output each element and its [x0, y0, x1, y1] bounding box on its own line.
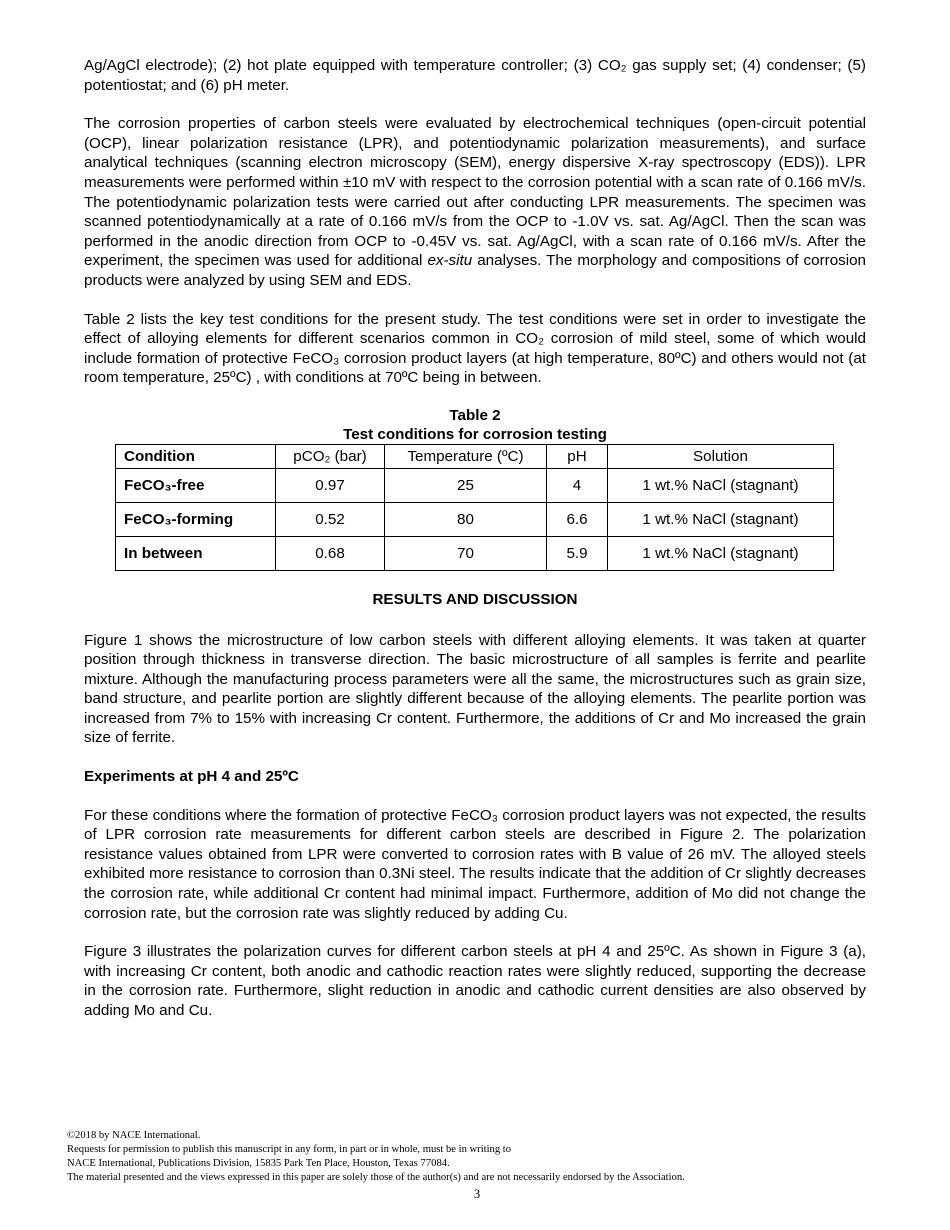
cell-condition: FeCO₃-forming	[116, 502, 276, 536]
test-conditions-table	[115, 444, 834, 571]
footer-disclaimer: The material presented and the views expressed in this paper are solely those of the author(s) and are not necessarily endorsed by the Association.	[67, 1172, 685, 1183]
cell-solution: 1 wt.% NaCl (stagnant)	[608, 468, 834, 502]
cell-pco2: 0.68	[276, 536, 385, 570]
table-row	[116, 468, 834, 502]
methods-text-b: analyses. The morphology and compositions of corrosion products were analyzed by using SEM and EDS.	[84, 252, 866, 289]
paragraph-lpr-results: For these conditions where the formation of protective FeCO₃ corrosion product layers was not expected, the results of LPR corrosion rate measurements for different carbon steels are described in Figure 2. The polarization resistance values obtained from LPR were converted to corrosion rates with B value of 26 mV. The alloyed steels exhibited more resistance to corrosion than 0.3Ni steel. The results indicate that the addition of Cr slightly decreases the corrosion rate, while additional Cr content had minimal impact. Furthermore, addition of Mo did not change the corrosion rate, but the corrosion rate was slightly reduced by adding Cu.	[84, 806, 866, 922]
footer-permission: Requests for permission to publish this manuscript in any form, in part or in whole, must be in writing to	[67, 1144, 512, 1155]
table-label: Table 2	[449, 406, 501, 424]
page-footer	[67, 1129, 887, 1201]
cell-condition: FeCO₃-free	[116, 468, 276, 502]
page-number: 3	[473, 1187, 481, 1201]
table-title: Test conditions for corrosion testing	[343, 425, 607, 443]
footer-address: NACE International, Publications Division, 15835 Park Ten Place, Houston, Texas 77084.	[67, 1158, 450, 1169]
paragraph-microstructure: Figure 1 shows the microstructure of low carbon steels with different alloying elements. It was taken at quarter position through thickness in transverse direction. The basic microstructure of all samples is ferrite and pearlite mixture. Although the manufacturing process parameters were all the same, the microstructures such as grain size, band structure, and pearlite portion are slightly different because of the alloying elements. The pearlite portion was increased from 7% to 15% with increasing Cr content. Furthermore, the additions of Cr and Mo increased the grain size of ferrite.	[84, 631, 866, 747]
cell-ph: 6.6	[547, 502, 608, 536]
cell-ph: 4	[547, 468, 608, 502]
paragraph-methods	[84, 114, 866, 290]
cell-ph: 5.9	[547, 536, 608, 570]
paragraph-conditions: Table 2 lists the key test conditions for the present study. The test conditions were set in order to investigate the effect of alloying elements for different scenarios common in CO₂ corrosion of mild steel, some of which would include formation of protective FeCO₃ corrosion product layers (at high temperature, 80ºC) and others would not (at room temperature, 25ºC) , with conditions at 70ºC being in between.	[84, 310, 866, 387]
methods-text-a: The corrosion properties of carbon steels were evaluated by electrochemical techniques (open-circuit potential (OCP), linear polarization resistance (LPR), and potentiodynamic polarization measurements), and surface analytical techniques (scanning electron microscopy (SEM), energy dispersive X-ray spectroscopy (EDS)). LPR measurements were performed within ±10 mV with respect to the corrosion potential with a scan rate of 0.166 mV/s. The potentiodynamic polarization tests were carried out after conducting LPR measurements. The specimen was scanned potentiodynamically at a rate of 0.166 mV/s from the OCP to -1.0V vs. sat. Ag/AgCl. Then the scan was performed in the anodic direction from OCP to -0.45V vs. sat. Ag/AgCl, with a scan rate of 0.166 mV/s. After the experiment, the specimen was used for additional	[84, 115, 866, 270]
cell-temperature: 25	[385, 468, 547, 502]
page-content	[84, 56, 866, 1021]
header-pco2: pCO₂ (bar)	[276, 444, 385, 468]
cell-temperature: 80	[385, 502, 547, 536]
table-row	[116, 536, 834, 570]
header-temperature: Temperature (ºC)	[385, 444, 547, 468]
table-header-row	[116, 444, 834, 468]
cell-pco2: 0.97	[276, 468, 385, 502]
methods-text-emphasis: ex-situ	[427, 252, 473, 270]
header-solution: Solution	[608, 444, 834, 468]
cell-temperature: 70	[385, 536, 547, 570]
paragraph-intro: Ag/AgCl electrode); (2) hot plate equipped with temperature controller; (3) CO₂ gas supply set; (4) condenser; (5) potentiostat; and (6) pH meter.	[84, 57, 866, 94]
cell-condition: In between	[116, 536, 276, 570]
cell-solution: 1 wt.% NaCl (stagnant)	[608, 536, 834, 570]
paragraph-polarization: Figure 3 illustrates the polarization curves for different carbon steels at pH 4 and 25ºC. As shown in Figure 3 (a), with increasing Cr content, both anodic and cathodic reaction rates were slightly reduced, supporting the decrease in the corrosion rate. Furthermore, slight reduction in anodic and cathodic current densities are also observed by adding Mo and Cu.	[84, 943, 866, 1019]
header-ph: pH	[547, 444, 608, 468]
cell-pco2: 0.52	[276, 502, 385, 536]
table-row	[116, 502, 834, 536]
header-condition: Condition	[116, 444, 276, 468]
results-heading: RESULTS AND DISCUSSION	[372, 590, 578, 608]
footer-copyright: ©2018 by NACE International.	[67, 1130, 201, 1141]
experiments-subheading: Experiments at pH 4 and 25ºC	[84, 768, 299, 786]
cell-solution: 1 wt.% NaCl (stagnant)	[608, 502, 834, 536]
